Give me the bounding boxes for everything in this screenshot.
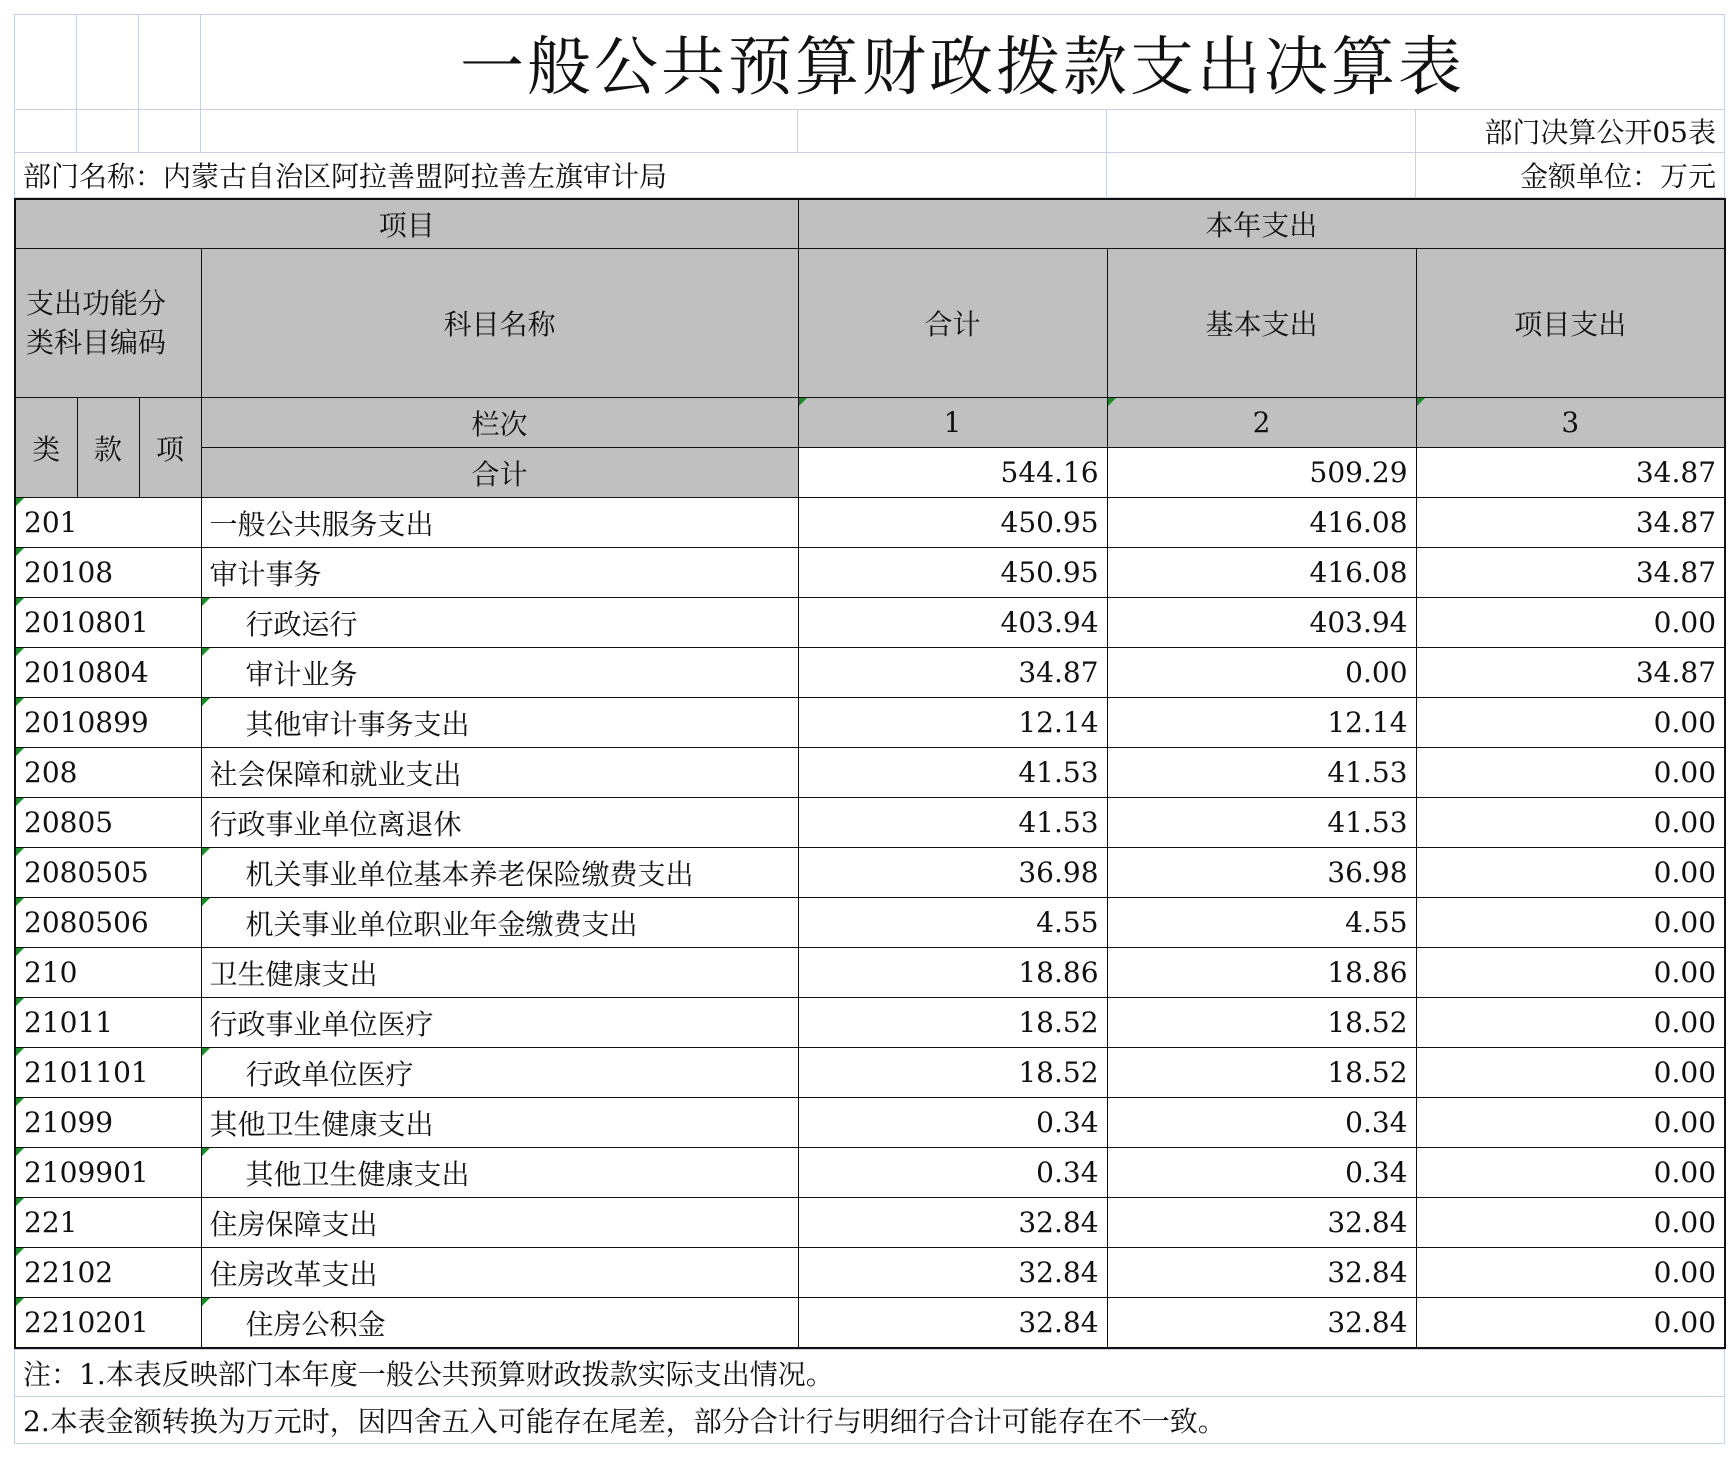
- row-name[interactable]: 住房公积金: [201, 1298, 798, 1349]
- row-basic[interactable]: 0.00: [1107, 648, 1416, 698]
- row-project[interactable]: 34.87: [1416, 548, 1725, 598]
- table-row: [15, 648, 1725, 698]
- row-project[interactable]: 0.00: [1416, 698, 1725, 748]
- header-lei: 类: [15, 398, 77, 498]
- row-basic[interactable]: 41.53: [1107, 748, 1416, 798]
- row-basic[interactable]: 41.53: [1107, 798, 1416, 848]
- table-row: [15, 1098, 1725, 1148]
- table-row: [15, 848, 1725, 898]
- table-row: [15, 548, 1725, 598]
- row-total[interactable]: 450.95: [798, 498, 1107, 548]
- row-code[interactable]: 20805: [15, 798, 201, 848]
- total-row-project[interactable]: 34.87: [1416, 448, 1725, 498]
- table-row: [15, 748, 1725, 798]
- row-name[interactable]: 住房保障支出: [201, 1198, 798, 1248]
- grid-cell[interactable]: [798, 110, 1107, 153]
- row-name[interactable]: 审计业务: [201, 648, 798, 698]
- grid-cell[interactable]: [1107, 153, 1416, 198]
- table-row: [15, 598, 1725, 648]
- department-name: 部门名称：内蒙古自治区阿拉善盟阿拉善左旗审计局: [15, 153, 1107, 198]
- title-grid: [14, 14, 1725, 198]
- row-project[interactable]: 0.00: [1416, 1098, 1725, 1148]
- row-basic[interactable]: 18.52: [1107, 1048, 1416, 1098]
- grid-cell[interactable]: [201, 110, 798, 153]
- header-xiang: 项: [139, 398, 201, 498]
- row-basic[interactable]: 32.84: [1107, 1248, 1416, 1298]
- row-code[interactable]: 221: [15, 1198, 201, 1248]
- row-total[interactable]: 18.86: [798, 948, 1107, 998]
- row-project[interactable]: 0.00: [1416, 1298, 1725, 1349]
- row-name[interactable]: 行政事业单位医疗: [201, 998, 798, 1048]
- column-no-1: 1: [798, 398, 1107, 448]
- row-code[interactable]: 21099: [15, 1098, 201, 1148]
- table-row: [15, 498, 1725, 548]
- row-project[interactable]: 0.00: [1416, 998, 1725, 1048]
- row-basic[interactable]: 403.94: [1107, 598, 1416, 648]
- grid-cell[interactable]: [139, 15, 201, 110]
- row-code[interactable]: 2010899: [15, 698, 201, 748]
- total-row-basic[interactable]: 509.29: [1107, 448, 1416, 498]
- header-total: 合计: [798, 249, 1107, 398]
- table-row: [15, 1248, 1725, 1298]
- row-name[interactable]: 其他卫生健康支出: [201, 1148, 798, 1198]
- row-code[interactable]: 210: [15, 948, 201, 998]
- row-total[interactable]: 34.87: [798, 648, 1107, 698]
- row-basic[interactable]: 416.08: [1107, 548, 1416, 598]
- header-column-no: 栏次: [201, 398, 798, 448]
- row-project[interactable]: 0.00: [1416, 848, 1725, 898]
- table-row: [15, 898, 1725, 948]
- table-row: [15, 948, 1725, 998]
- row-name[interactable]: 机关事业单位基本养老保险缴费支出: [201, 848, 798, 898]
- row-name[interactable]: 行政运行: [201, 598, 798, 648]
- spreadsheet: [14, 14, 1724, 1444]
- grid-cell[interactable]: [15, 15, 77, 110]
- header-item: 项目: [15, 199, 798, 249]
- row-basic[interactable]: 36.98: [1107, 848, 1416, 898]
- grid-cell[interactable]: [77, 15, 139, 110]
- grid-cell[interactable]: [139, 110, 201, 153]
- notes-grid: [14, 1349, 1725, 1444]
- row-code[interactable]: 201: [15, 498, 201, 548]
- amount-unit: 金额单位：万元: [1416, 153, 1725, 198]
- table-row: [15, 1298, 1725, 1349]
- row-project[interactable]: 0.00: [1416, 1148, 1725, 1198]
- row-project[interactable]: 0.00: [1416, 748, 1725, 798]
- row-project[interactable]: 34.87: [1416, 648, 1725, 698]
- grid-cell[interactable]: [15, 110, 77, 153]
- row-basic[interactable]: 0.34: [1107, 1148, 1416, 1198]
- table-row: [15, 998, 1725, 1048]
- column-no-2: 2: [1107, 398, 1416, 448]
- row-name[interactable]: 社会保障和就业支出: [201, 748, 798, 798]
- row-code[interactable]: 2210201: [15, 1298, 201, 1349]
- header-subject-name: 科目名称: [201, 249, 798, 398]
- row-basic[interactable]: 32.84: [1107, 1298, 1416, 1349]
- row-total[interactable]: 403.94: [798, 598, 1107, 648]
- row-total[interactable]: 0.34: [798, 1148, 1107, 1198]
- row-total[interactable]: 4.55: [798, 898, 1107, 948]
- row-code[interactable]: 22102: [15, 1248, 201, 1298]
- header-expense: 本年支出: [798, 199, 1725, 249]
- row-project[interactable]: 0.00: [1416, 598, 1725, 648]
- row-total[interactable]: 450.95: [798, 548, 1107, 598]
- header-kuan: 款: [77, 398, 139, 498]
- row-name[interactable]: 住房改革支出: [201, 1248, 798, 1298]
- row-code[interactable]: 2080506: [15, 898, 201, 948]
- row-basic[interactable]: 0.34: [1107, 1098, 1416, 1148]
- table-row: [15, 798, 1725, 848]
- row-name[interactable]: 行政单位医疗: [201, 1048, 798, 1098]
- table-row: [15, 1048, 1725, 1098]
- row-code[interactable]: 2010801: [15, 598, 201, 648]
- grid-cell[interactable]: [77, 110, 139, 153]
- grid-cell[interactable]: [1107, 110, 1416, 153]
- table-row: [15, 698, 1725, 748]
- note-1: 注：1.本表反映部门本年度一般公共预算财政拨款实际支出情况。: [15, 1350, 1725, 1397]
- row-basic[interactable]: 4.55: [1107, 898, 1416, 948]
- row-basic[interactable]: 12.14: [1107, 698, 1416, 748]
- row-project[interactable]: 0.00: [1416, 1198, 1725, 1248]
- table-row: [15, 1148, 1725, 1198]
- row-total[interactable]: 32.84: [798, 1298, 1107, 1349]
- expense-table: [14, 198, 1726, 1349]
- total-row-total[interactable]: 544.16: [798, 448, 1107, 498]
- row-basic[interactable]: 416.08: [1107, 498, 1416, 548]
- column-no-3: 3: [1416, 398, 1725, 448]
- row-name[interactable]: 卫生健康支出: [201, 948, 798, 998]
- row-project[interactable]: 0.00: [1416, 1248, 1725, 1298]
- row-total[interactable]: 41.53: [798, 748, 1107, 798]
- total-row-label: 合计: [201, 448, 798, 498]
- row-code[interactable]: 2080505: [15, 848, 201, 898]
- row-total[interactable]: 12.14: [798, 698, 1107, 748]
- row-code[interactable]: 2010804: [15, 648, 201, 698]
- page-title: 一般公共预算财政拨款支出决算表: [201, 15, 1725, 110]
- row-code[interactable]: 2109901: [15, 1148, 201, 1198]
- row-name[interactable]: 审计事务: [201, 548, 798, 598]
- row-name[interactable]: 其他审计事务支出: [201, 698, 798, 748]
- row-name[interactable]: 机关事业单位职业年金缴费支出: [201, 898, 798, 948]
- row-total[interactable]: 0.34: [798, 1098, 1107, 1148]
- row-basic[interactable]: 32.84: [1107, 1198, 1416, 1248]
- row-total[interactable]: 36.98: [798, 848, 1107, 898]
- row-basic[interactable]: 18.52: [1107, 998, 1416, 1048]
- row-total[interactable]: 32.84: [798, 1248, 1107, 1298]
- table-code: 部门决算公开05表: [1416, 110, 1725, 153]
- row-total[interactable]: 18.52: [798, 998, 1107, 1048]
- row-total[interactable]: 41.53: [798, 798, 1107, 848]
- row-name[interactable]: 其他卫生健康支出: [201, 1098, 798, 1148]
- row-project[interactable]: 0.00: [1416, 798, 1725, 848]
- row-code[interactable]: 2101101: [15, 1048, 201, 1098]
- row-total[interactable]: 32.84: [798, 1198, 1107, 1248]
- row-basic[interactable]: 18.86: [1107, 948, 1416, 998]
- row-code[interactable]: 21011: [15, 998, 201, 1048]
- row-name[interactable]: 一般公共服务支出: [201, 498, 798, 548]
- row-code[interactable]: 208: [15, 748, 201, 798]
- header-basic: 基本支出: [1107, 249, 1416, 398]
- row-total[interactable]: 18.52: [798, 1048, 1107, 1098]
- row-project[interactable]: 0.00: [1416, 948, 1725, 998]
- row-name[interactable]: 行政事业单位离退休: [201, 798, 798, 848]
- header-project: 项目支出: [1416, 249, 1725, 398]
- header-func-code: 支出功能分类科目编码: [15, 249, 201, 398]
- row-project[interactable]: 34.87: [1416, 498, 1725, 548]
- row-code[interactable]: 20108: [15, 548, 201, 598]
- note-2: 2.本表金额转换为万元时，因四舍五入可能存在尾差，部分合计行与明细行合计可能存在不一致。: [15, 1397, 1725, 1444]
- table-row: [15, 1198, 1725, 1248]
- row-project[interactable]: 0.00: [1416, 1048, 1725, 1098]
- row-project[interactable]: 0.00: [1416, 898, 1725, 948]
